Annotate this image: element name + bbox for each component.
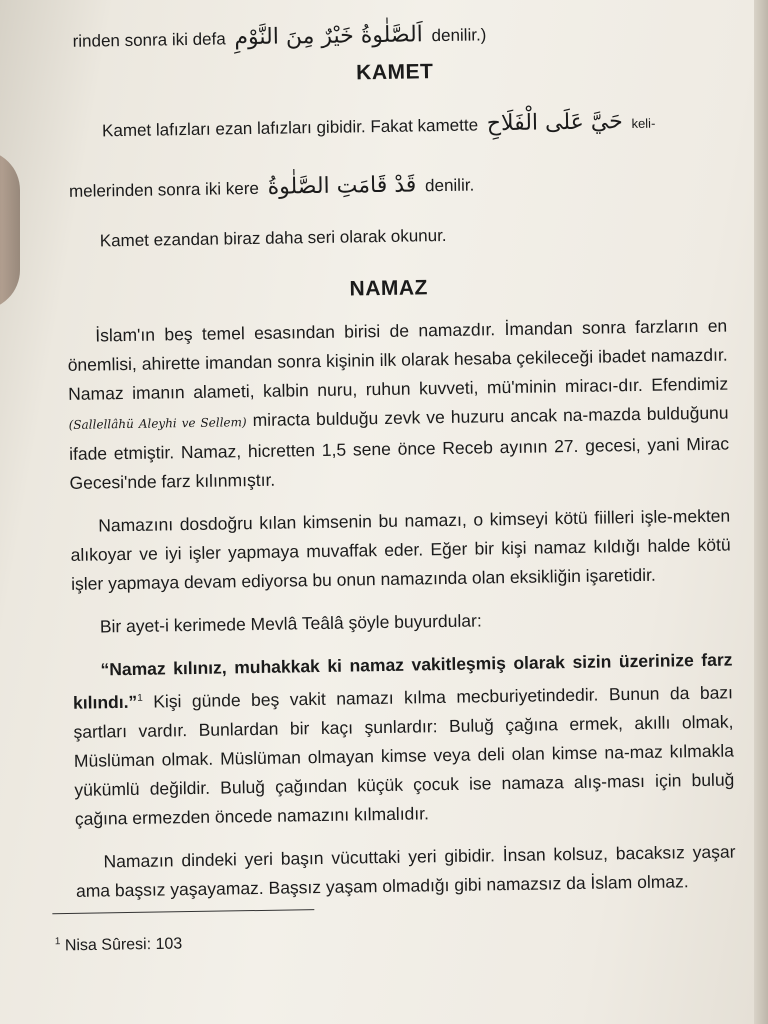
kamet-line-1: [102, 109, 656, 143]
paragraph-3: Bir ayet-i kerimede Mevlâ Teâlâ şöyle buyurdular:: [99, 610, 482, 637]
arabic-phrase: حَيَّ عَلَى الْفَلَاحِ: [486, 109, 623, 137]
salawat-italic: (Sallellâhü Aleyhi ve Sellem): [68, 415, 247, 432]
kamet-heading: KAMET: [356, 60, 434, 85]
paragraph-1: [67, 312, 730, 498]
arabic-phrase: اَلصَّلٰوةُ خَيْرٌ مِنَ النَّوْمِ: [234, 22, 424, 51]
paragraph-4: [72, 646, 735, 834]
footnote-text: Nisa Sûresi: 103: [64, 935, 183, 955]
arabic-phrase: قَدْ قَامَتِ الصَّلٰوةُ: [267, 172, 417, 200]
thumb-shadow: [0, 150, 20, 310]
page-edge: [754, 0, 768, 1024]
kamet-line-1-suffix: keli-: [631, 115, 656, 132]
top-line-prefix: rinden sonra iki defa: [72, 29, 226, 51]
kamet-line-2-prefix: melerinden sonra iki kere: [68, 178, 260, 201]
paragraph-1-text-b: miracta bulduğu zevk ve huzuru ancak na-mazda bulduğunu ifade etmiştir. Namaz, hicretten 1,5 sene önce Receb ayının 27. gecesi, yani Mirac Gecesi'nde farz kılınmıştır.: [68, 402, 730, 493]
kamet-line-2: [69, 172, 475, 203]
footnote-divider: [52, 909, 314, 914]
namaz-body: [67, 312, 736, 906]
paragraph-2: Namazını dosdoğru kılan kimsenin bu namazı, o kimseyi kötü fiilleri işle-mekten alıkoyar ve iyi işler yapmaya muvaffak eder. Eğer bir kişi namaz kıldığı halde kötü işler yapmaya devam ediyorsa bu onun namazında olan eksikliğin işaretidir.: [70, 505, 731, 594]
footnote: [55, 934, 183, 955]
namaz-heading: NAMAZ: [349, 276, 429, 301]
footnote-number: 1: [54, 936, 61, 948]
paragraph-1-text-a: İslam'ın beş temel esasından birisi de namazdır. İmandan sonra farzların en önemlisi, ahirette imandan sonra kişinin ilk olarak hesaba çekileceği ibadet namazdır. Namaz imanın alameti, kalbin nuru, ruhun kuvveti, mü'minin miracı-dır. Efendimiz: [67, 315, 729, 404]
ayah-quote: “Namaz kılınız, muhakkak ki namaz vakitleşmiş olarak sizin üzerinize farz kılındı.”: [72, 649, 733, 713]
top-line: [72, 21, 486, 52]
paragraph-4-text: Kişi günde beş vakit namazı kılma mecburiyetindedir. Bunun da bazı şartları vardır. Bunlardan bir kaçı şunlardır: Buluğ çağına ermek, akıllı olmak, Müslüman olmak. Müslüman olmayan kimse veya deli olan kimse na-maz kılmakla yükümlü değildir. Buluğ çağından küçük çocuk ise namaza alış-ması için buluğ çağına ermezden öncede namazını kılmalıdır.: [73, 682, 735, 829]
paragraph-5: Namazın dindeki yeri başın vücuttaki yeri gibidir. İnsan kolsuz, bacaksız yaşar ama başsız yaşayamaz. Başsız yaşam olmadığı gibi namazsız da İslam olmaz.: [75, 841, 736, 901]
kamet-line-1-prefix: Kamet lafızları ezan lafızları gibidir. Fakat kamette: [101, 115, 479, 141]
kamet-line-3: Kamet ezandan biraz daha seri olarak okunur.: [99, 225, 447, 251]
kamet-line-2-suffix: denilir.: [424, 175, 475, 196]
top-line-suffix: denilir.): [431, 25, 487, 46]
footnote-marker: 1: [137, 692, 143, 704]
